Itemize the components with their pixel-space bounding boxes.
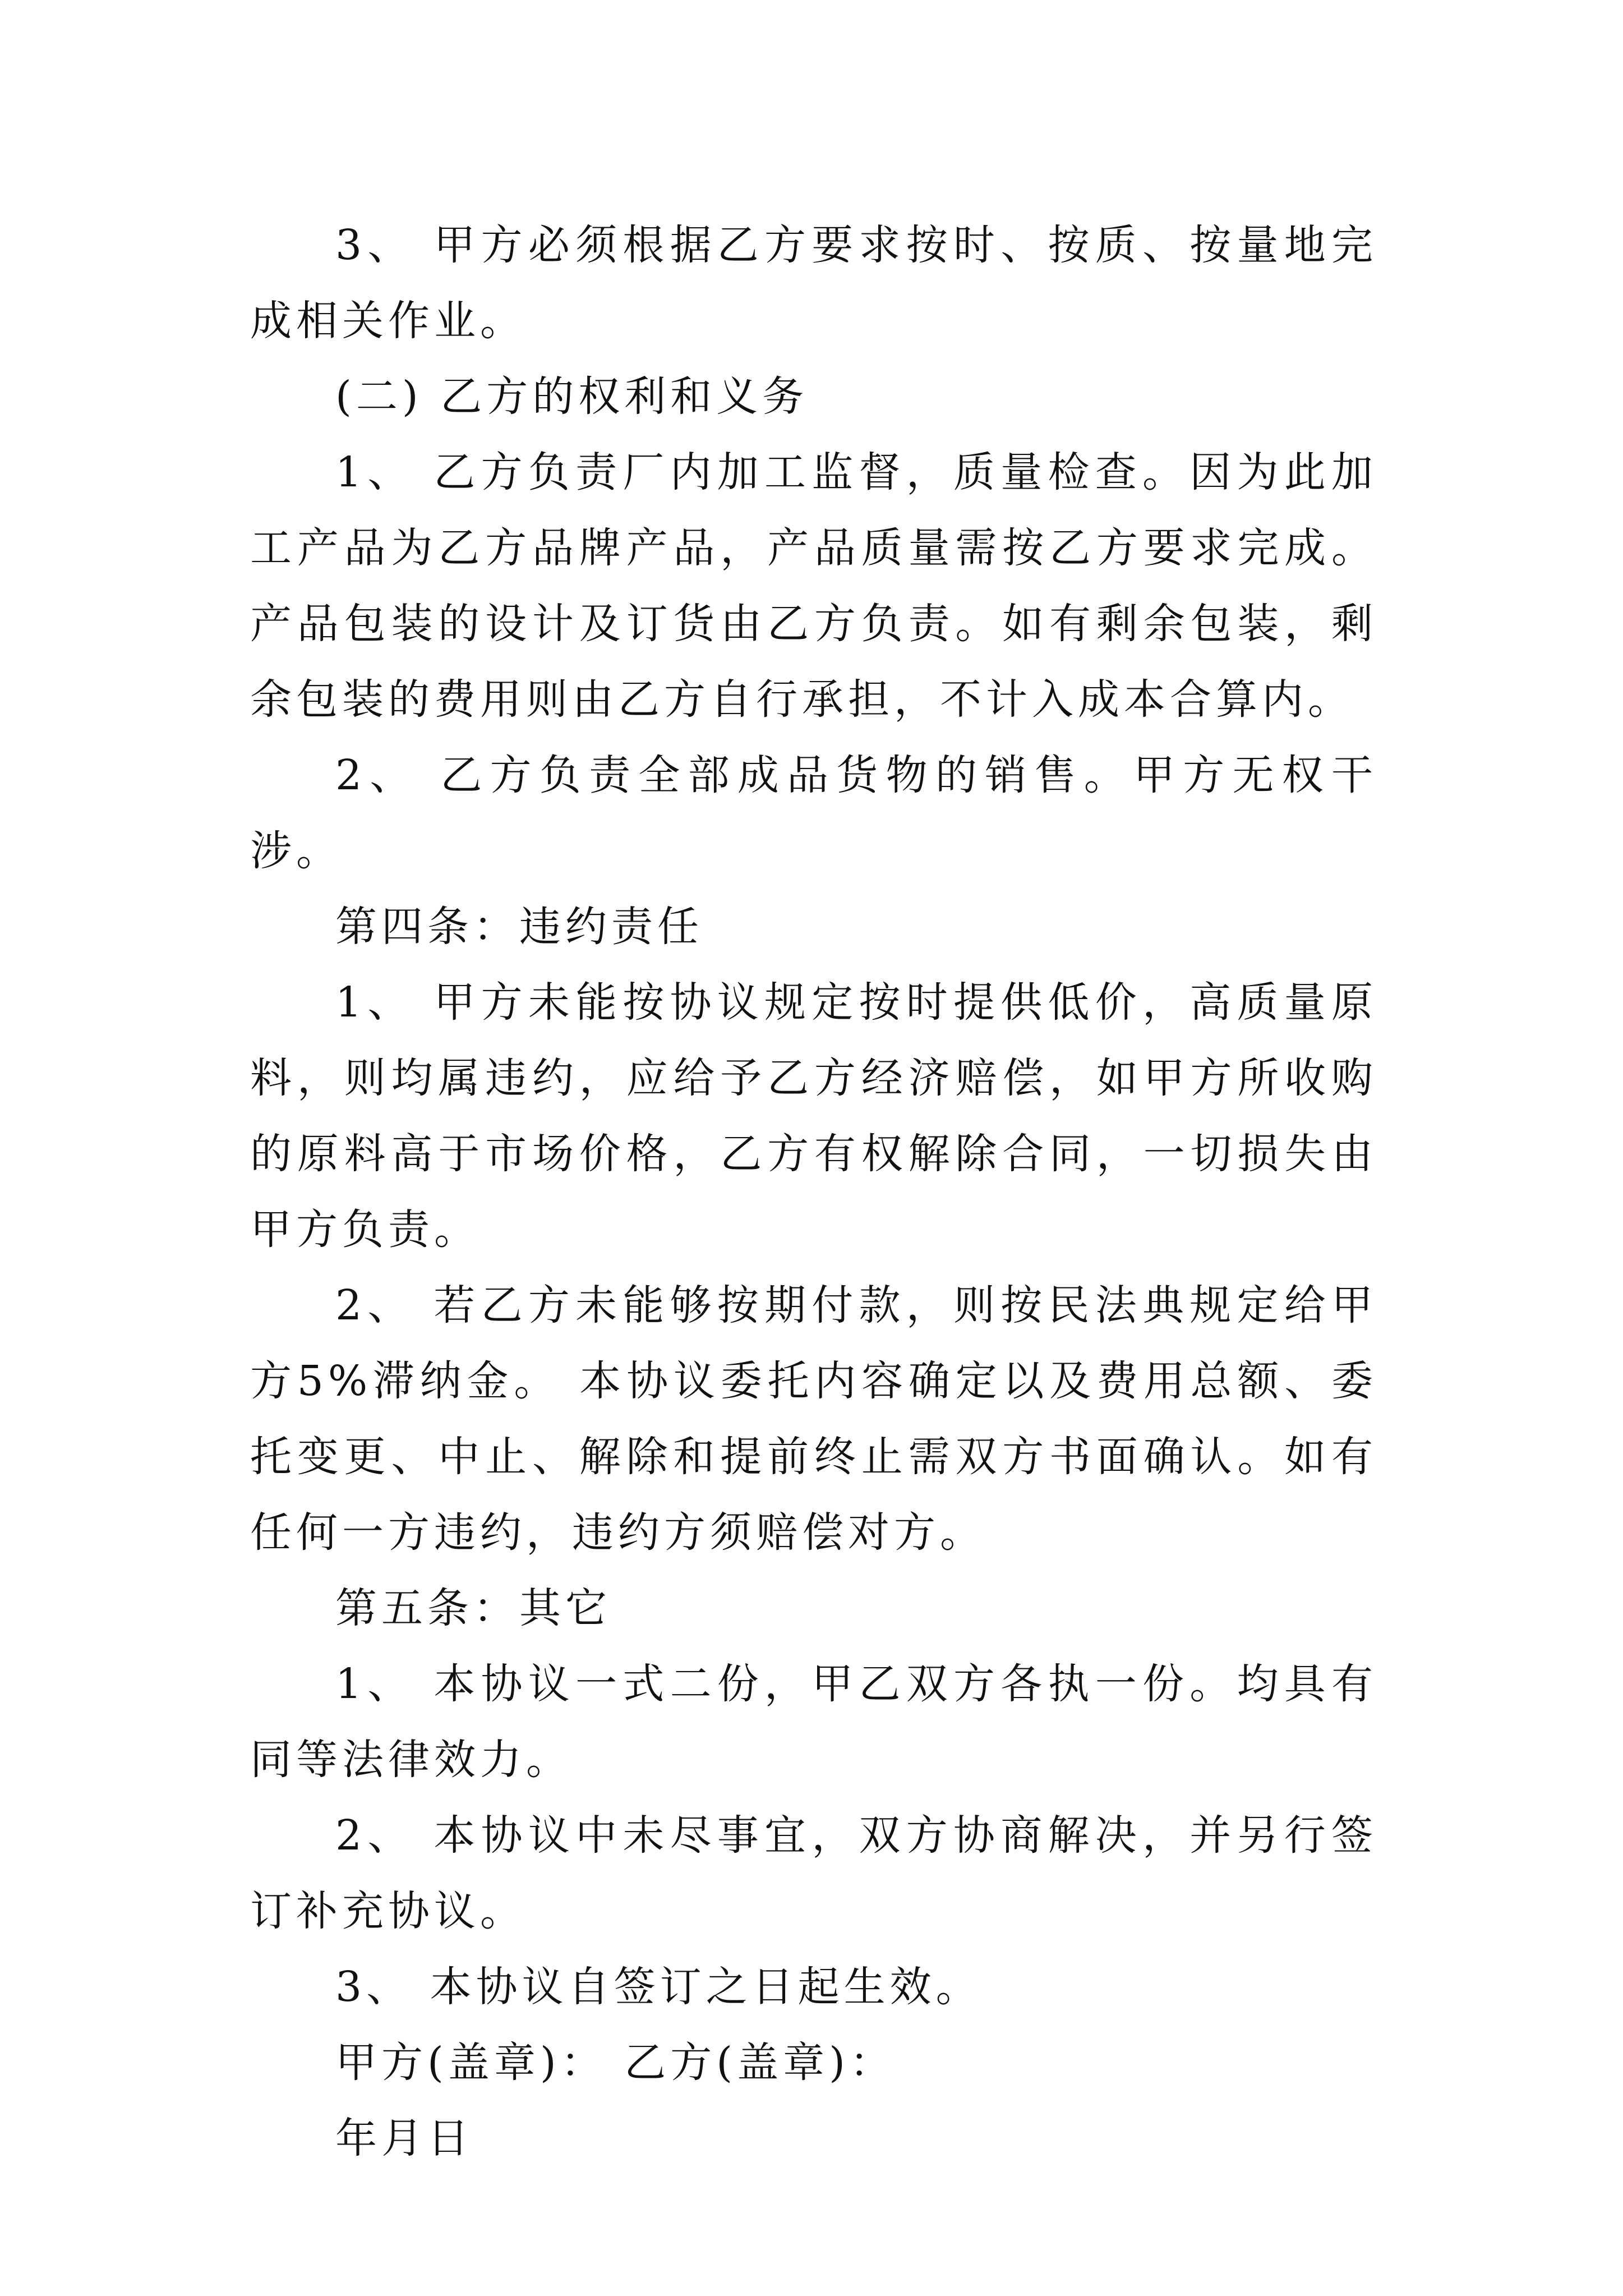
section-heading-party-b-rights: (二) 乙方的权利和义务 xyxy=(335,372,809,421)
signature-line: 甲方(盖章)： 乙方(盖章)： xyxy=(335,2039,896,2087)
date-line: 年月日 xyxy=(335,2114,473,2162)
paragraph-breach-2: 2、 若乙方未能够按期付款，则按民法典规定给甲方5%滞纳金。 本协议委托内容确定以及费用总额、委托变更、中止、解除和提前终止需双方书面确认。如有任何一方违约，违约方须赔偿对方。 xyxy=(250,1281,1377,1557)
paragraph-breach-1: 1、 甲方未能按协议规定按时提供低价，高质量原料，则均属违约，应给予乙方经济赔偿，如甲方所收购的原料高于市场价格，乙方有权解除合同，一切损失由甲方负责。 xyxy=(250,978,1377,1254)
paragraph-party-a-duty-3: 3、 甲方必须根据乙方要求按时、按质、按量地完成相关作业。 xyxy=(250,221,1377,345)
article-heading-other: 第五条：其它 xyxy=(335,1584,611,1632)
paragraph-party-b-duty-1: 1、 乙方负责厂内加工监督，质量检查。因为此加工产品为乙方品牌产品，产品质量需按乙方要求完成。产品包装的设计及订货由乙方负责。如有剩余包装，剩余包装的费用则由乙方自行承担，不计入成本合算内。 xyxy=(250,448,1377,724)
paragraph-other-1: 1、 本协议一式二份，甲乙双方各执一份。均具有同等法律效力。 xyxy=(250,1660,1377,1784)
article-heading-breach: 第四条：违约责任 xyxy=(335,903,703,951)
paragraph-other-2: 2、 本协议中未尽事宜，双方协商解决，并另行签订补充协议。 xyxy=(250,1811,1377,1935)
document-body xyxy=(250,208,1377,2177)
paragraph-other-3: 3、 本协议自签订之日起生效。 xyxy=(335,1963,982,2011)
paragraph-party-b-duty-2: 2、 乙方负责全部成品货物的销售。甲方无权干涉。 xyxy=(250,751,1377,875)
